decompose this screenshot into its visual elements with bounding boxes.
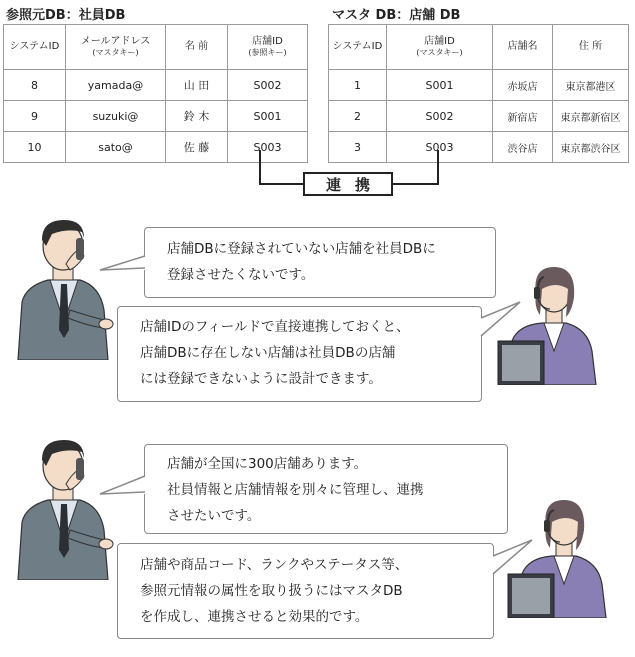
left-header-cell: メールアドレス (マスタキー) xyxy=(66,25,166,70)
right-header-cell: 店舗名 xyxy=(493,25,553,70)
table-cell: yamada@ xyxy=(66,70,166,101)
table-cell: 東京都渋谷区 xyxy=(553,132,629,163)
dialog2-question-bubble: 店舗が全国に300店舗あります。 社員情報と店舗情報を別々に管理し、連携 させたいです。 xyxy=(144,444,508,534)
table-cell: S003 xyxy=(228,132,308,163)
dialog2-answer-bubble: 店舗や商品コード、ランクやステータス等、 参照元情報の属性を取り扱うにはマスタDB を作成し、連携させると効果的です。 xyxy=(117,543,494,639)
businessman-phone-icon xyxy=(8,210,118,360)
table-cell: 10 xyxy=(4,132,66,163)
left-header-cell: 店舗ID (参照キー) xyxy=(228,25,308,70)
left-header-cell: システムID xyxy=(4,25,66,70)
table-cell: sato@ xyxy=(66,132,166,163)
table-cell: 鈴 木 xyxy=(166,101,228,132)
right-header-cell: 住 所 xyxy=(553,25,629,70)
right-header-cell: 店舗ID (マスタキー) xyxy=(387,25,493,70)
right-table-title: マスタ DB：店舗 DB xyxy=(332,8,461,23)
table-cell: 山 田 xyxy=(166,70,228,101)
table-cell: suzuki@ xyxy=(66,101,166,132)
left-table-title: 参照元DB：社員DB xyxy=(6,8,126,23)
businessman-phone-icon xyxy=(8,430,118,580)
right-header-cell: システムID xyxy=(329,25,387,70)
table-cell: 渋谷店 xyxy=(493,132,553,163)
table-cell: 3 xyxy=(329,132,387,163)
operator-headset-icon xyxy=(492,255,607,385)
operator-headset-icon xyxy=(502,488,617,618)
table-cell: S003 xyxy=(387,132,493,163)
table-cell: 2 xyxy=(329,101,387,132)
table-cell: S001 xyxy=(387,70,493,101)
table-cell: 9 xyxy=(4,101,66,132)
dialog1-answer-bubble: 店舗IDのフィールドで直接連携しておくと、 店舗DBに存在しない店舗は社員DBの店舗 には登録できないように設計できます。 xyxy=(117,306,482,402)
table-cell: S001 xyxy=(228,101,308,132)
table-cell: 佐 藤 xyxy=(166,132,228,163)
left-header-cell: 名 前 xyxy=(166,25,228,70)
table-cell: 新宿店 xyxy=(493,101,553,132)
link-label: 連携 xyxy=(303,172,393,196)
dialog1-question-bubble: 店舗DBに登録されていない店舗を社員DBに 登録させたくないです。 xyxy=(144,227,496,298)
table-cell: 東京都港区 xyxy=(553,70,629,101)
table-cell: S002 xyxy=(387,101,493,132)
table-cell: 赤坂店 xyxy=(493,70,553,101)
table-cell: 8 xyxy=(4,70,66,101)
table-cell: S002 xyxy=(228,70,308,101)
table-cell: 東京都新宿区 xyxy=(553,101,629,132)
table-cell: 1 xyxy=(329,70,387,101)
